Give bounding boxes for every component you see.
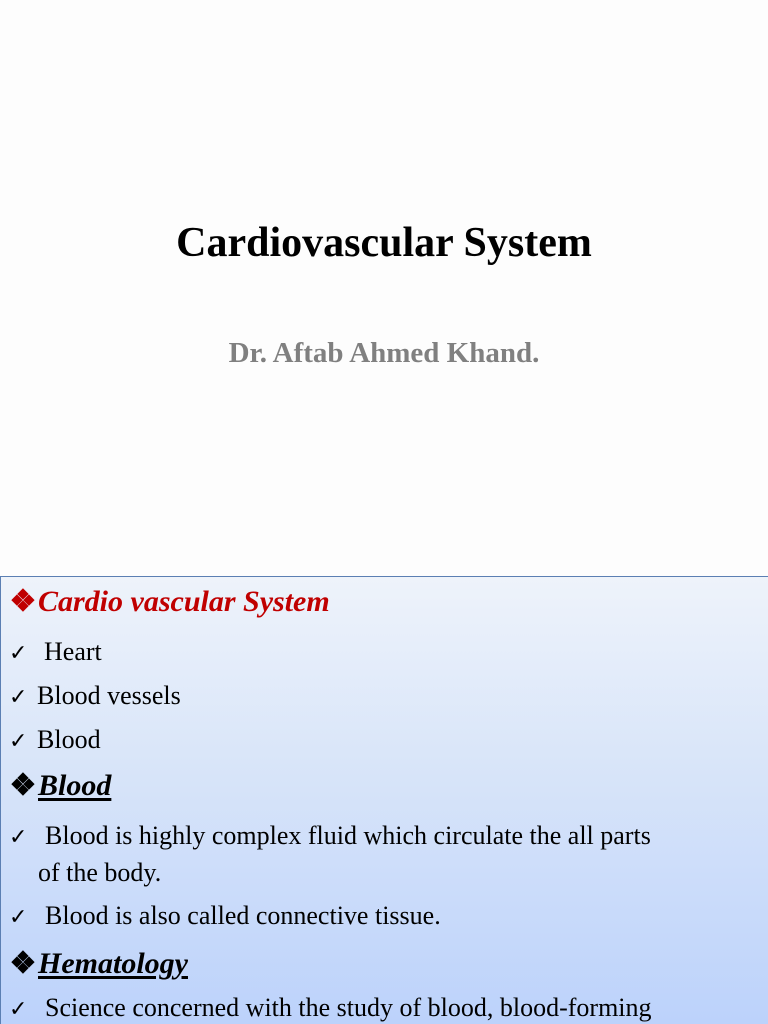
list-item-blood-vessels <box>1 681 768 713</box>
diamond-bullet-icon: ❖ <box>9 769 37 802</box>
list-item-text: Blood is also called connective tissue. <box>45 901 441 930</box>
check-icon: ✓ <box>9 685 28 710</box>
list-item-hematology-definition <box>1 993 768 1024</box>
section-title: Hematology <box>38 947 188 980</box>
list-item-text: Blood vessels <box>37 681 181 710</box>
check-icon: ✓ <box>9 641 28 666</box>
list-item-heart <box>1 637 768 669</box>
content-slide <box>0 576 768 1024</box>
list-item-blood-description <box>1 821 768 853</box>
section-title: Cardio vascular System <box>38 585 330 618</box>
list-item-text: Science concerned with the study of blood, blood-forming <box>45 993 652 1022</box>
list-item-continuation: of the body. <box>38 858 162 887</box>
list-item-blood <box>1 725 768 757</box>
list-item-connective-tissue <box>1 901 768 933</box>
check-icon: ✓ <box>9 729 28 754</box>
diamond-bullet-icon: ❖ <box>9 585 37 618</box>
slide-author: Dr. Aftab Ahmed Khand. <box>228 337 540 369</box>
section-heading-cardio-vascular <box>1 585 768 619</box>
check-icon: ✓ <box>9 997 28 1022</box>
check-icon: ✓ <box>9 825 28 850</box>
list-item-text: Blood is highly complex fluid which circulate the all parts <box>45 821 651 850</box>
section-heading-hematology <box>1 947 768 981</box>
check-icon: ✓ <box>9 905 28 930</box>
list-item-text: Blood <box>37 725 101 754</box>
section-heading-blood <box>1 769 768 803</box>
section-title: Blood <box>38 769 112 802</box>
diamond-bullet-icon: ❖ <box>9 947 37 980</box>
list-item-text: Heart <box>44 637 102 666</box>
slide-title: Cardiovascular System <box>176 220 592 266</box>
